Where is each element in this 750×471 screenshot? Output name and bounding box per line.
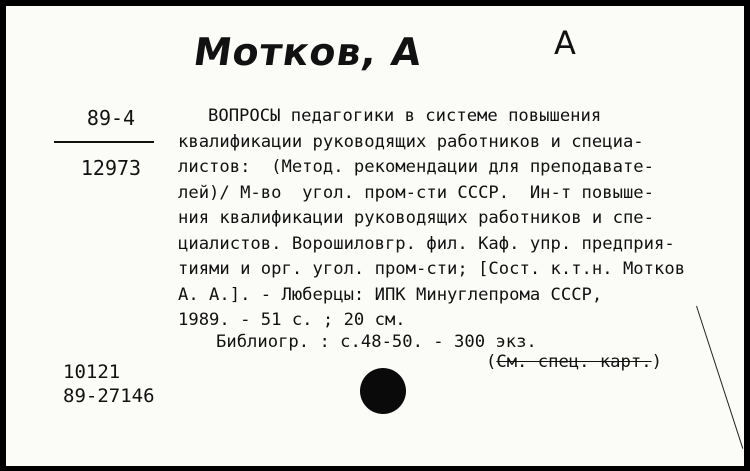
handwritten-letter: А <box>554 24 576 62</box>
bibliographic-entry <box>178 104 730 334</box>
cross-reference-note <box>486 352 662 372</box>
code-line: 89-27146 <box>63 385 155 407</box>
inventory-number: 12973 <box>80 156 142 180</box>
note-open-paren: ( <box>486 352 497 372</box>
entry-line: квалификации руководящих работников и специа- <box>178 131 644 152</box>
handwritten-author: Мотков, А <box>190 30 426 74</box>
entry-line: А. А.]. - Люберцы: ИПК Минуглепрома СССР, <box>178 284 603 305</box>
entry-line: ВОПРОСЫ педагогики в системе повышения <box>208 106 602 126</box>
entry-line: 1989. - 51 с. ; 20 см. <box>178 310 406 330</box>
catalog-card <box>6 6 744 466</box>
entry-line: ния квалификации руководящих работников и спе- <box>178 208 654 228</box>
code-line: 10121 <box>63 361 121 383</box>
shelf-divider <box>54 141 154 143</box>
punch-hole <box>360 368 406 414</box>
entry-line: листов: (Метод. рекомендации для преподавате- <box>178 157 654 177</box>
note-close-paren: ) <box>651 352 662 372</box>
entry-line: циалистов. Ворошиловгр. фил. Каф. упр. предприя- <box>178 233 675 254</box>
entry-line: тиями и орг. угол. пром-сти; [Сост. к.т.н. Мотков <box>178 259 686 279</box>
card-codes <box>63 360 155 408</box>
entry-line: лей)/ М-во угол. пром-сти СССР. Ин-т повыше- <box>178 182 654 203</box>
shelf-mark: 89-4 <box>86 106 136 130</box>
bibliography-note: Библиогр. : с.48-50. - 300 экз. <box>216 332 537 352</box>
struck-reference: См. спец. карт. <box>496 352 652 372</box>
